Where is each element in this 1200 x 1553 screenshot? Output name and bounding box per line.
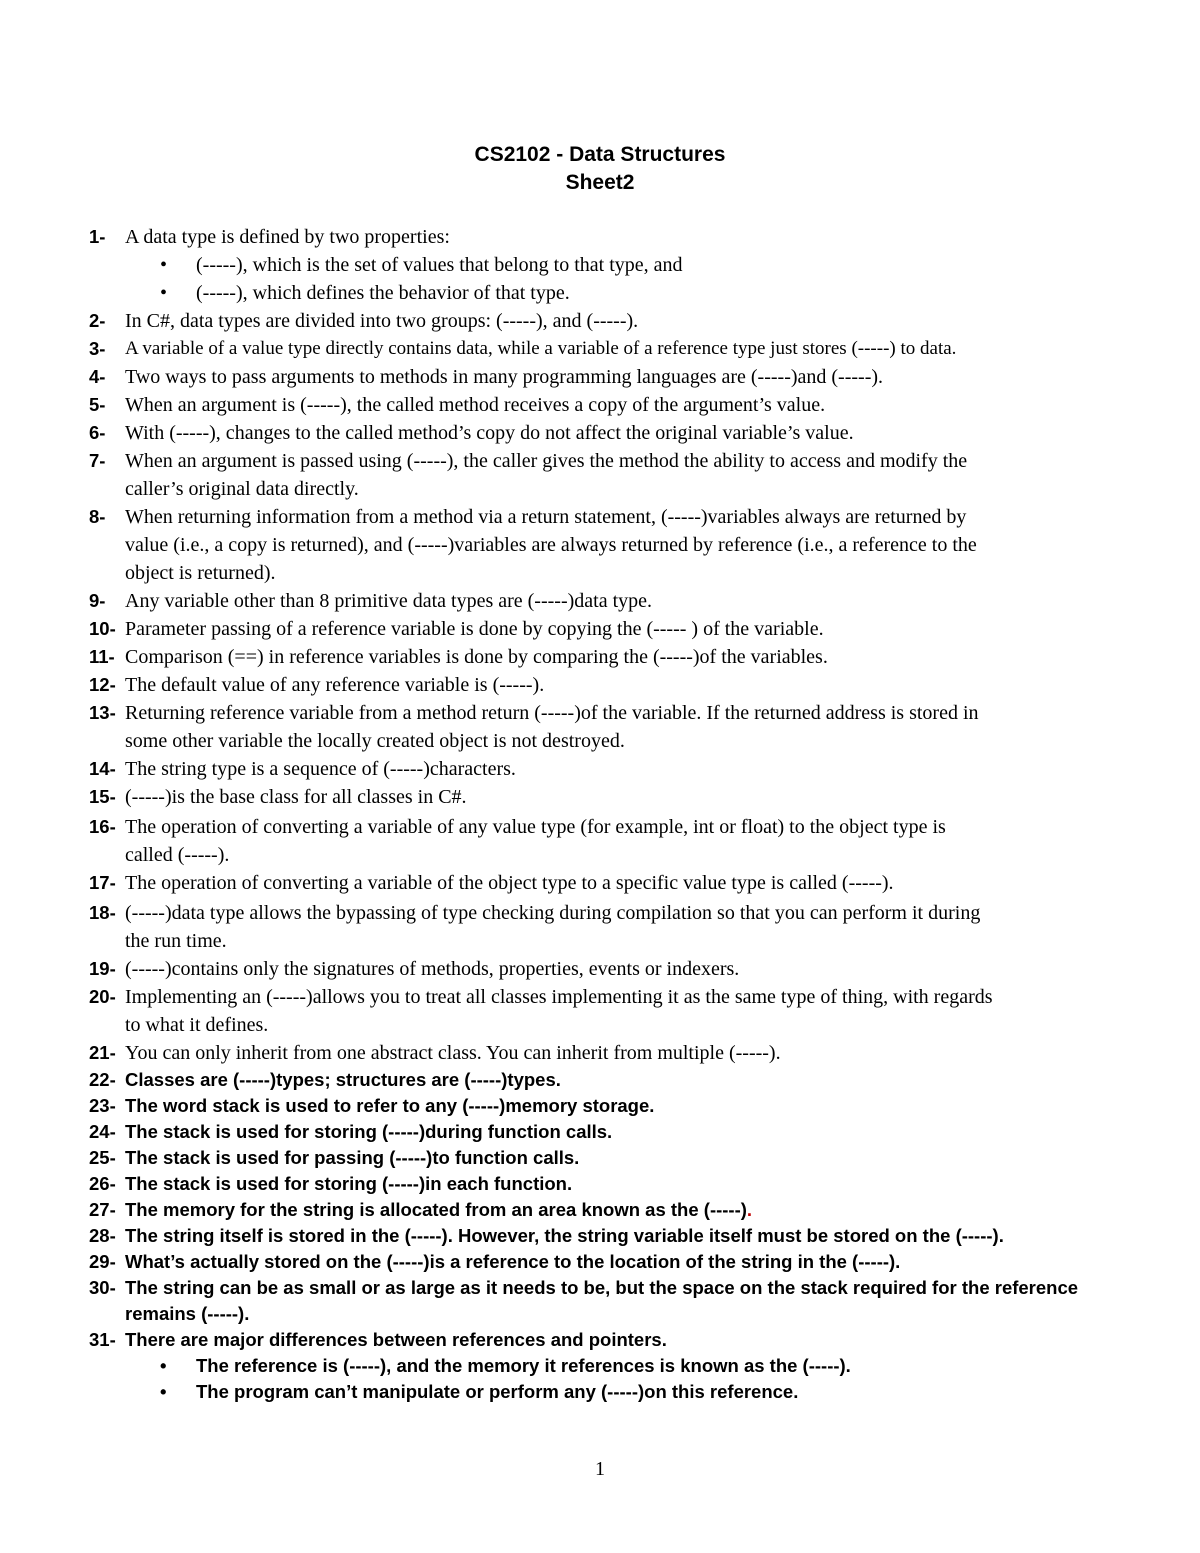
bullet-icon: • [160, 282, 168, 304]
question-text: value (i.e., a copy is returned), and (-----)variables are always returned by reference (i.e., a reference to the [125, 534, 977, 556]
question-number: 2- [89, 310, 106, 331]
bullet-icon: • [160, 1381, 167, 1402]
question-text: Two ways to pass arguments to methods in many programming languages are (-----)and (-----). [125, 366, 884, 388]
bullet-icon: • [160, 1355, 167, 1376]
question-text: The default value of any reference variable is (-----). [125, 674, 545, 696]
question-text: (-----)contains only the signatures of methods, properties, events or indexers. [125, 958, 740, 980]
question-number: 18- [89, 902, 116, 923]
question-text: In C#, data types are divided into two groups: (-----), and (-----). [125, 310, 639, 332]
question-number: 15- [89, 786, 116, 807]
question-number: 11- [89, 646, 115, 667]
question-number: 16- [89, 816, 116, 837]
question-text: (-----)data type allows the bypassing of type checking during compilation so that you can perform it during [125, 902, 981, 924]
question-text: some other variable the locally created object is not destroyed. [125, 730, 625, 752]
question-text: A data type is defined by two properties: [125, 226, 450, 248]
question-number: 28- [89, 1225, 116, 1246]
question-number: 27- [89, 1199, 116, 1220]
question-number: 17- [89, 872, 116, 893]
bullet-text: The reference is (-----), and the memory it references is known as the (-----). [196, 1355, 851, 1376]
question-text: Classes are (-----)types; structures are (-----)types. [125, 1069, 561, 1090]
sheet-title: Sheet2 [565, 171, 635, 194]
question-text: The word stack is used to refer to any (-----)memory storage. [125, 1095, 655, 1116]
question-number: 5- [89, 394, 106, 415]
question-text: When an argument is (-----), the called method receives a copy of the argument’s value. [125, 394, 826, 416]
question-number: 6- [89, 422, 106, 443]
question-text: object is returned). [125, 562, 276, 584]
question-text: the run time. [125, 930, 227, 952]
bullet-text: The program can’t manipulate or perform any (-----)on this reference. [196, 1381, 799, 1402]
question-number: 20- [89, 986, 116, 1007]
bullet-text: (-----), which defines the behavior of that type. [196, 282, 570, 304]
question-text: Parameter passing of a reference variable is done by copying the (----- ) of the variable. [125, 618, 824, 640]
question-text: (-----)is the base class for all classes in C#. [125, 786, 467, 808]
question-text: The string can be as small or as large as it needs to be, but the space on the stack required for the reference [125, 1277, 1079, 1298]
page-number: 1 [595, 1458, 605, 1480]
question-number: 3- [89, 338, 106, 359]
question-number: 31- [89, 1329, 116, 1350]
question-number: 21- [89, 1042, 116, 1063]
red-period: . [746, 1199, 753, 1220]
question-number: 10- [89, 618, 116, 639]
question-number: 26- [89, 1173, 116, 1194]
question-text: You can only inherit from one abstract class. You can inherit from multiple (-----). [125, 1042, 781, 1064]
question-text: When returning information from a method via a return statement, (-----)variables always are returned by [125, 506, 967, 528]
question-text: There are major differences between references and pointers. [125, 1329, 667, 1350]
question-text: Implementing an (-----)allows you to treat all classes implementing it as the same type of thing, with regards [125, 986, 993, 1008]
question-text: The stack is used for storing (-----)during function calls. [125, 1121, 613, 1142]
question-text: Comparison (==) in reference variables is done by comparing the (-----)of the variables. [125, 646, 828, 668]
question-number: 13- [89, 702, 116, 723]
course-title: CS2102 - Data Structures [474, 143, 726, 166]
question-text: called (-----). [125, 844, 230, 866]
question-number: 14- [89, 758, 116, 779]
question-text-wrap [125, 1196, 752, 1224]
question-text: remains (-----). [125, 1303, 250, 1324]
question-text: The operation of converting a variable of the object type to a specific value type is called (-----). [125, 872, 894, 894]
question-text: With (-----), changes to the called method’s copy do not affect the original variable’s value. [125, 422, 854, 444]
question-text: A variable of a value type directly contains data, while a variable of a reference type just stores (-----) to data. [125, 338, 957, 359]
question-number: 8- [89, 506, 106, 527]
question-number: 4- [89, 366, 106, 387]
question-number: 19- [89, 958, 116, 979]
question-text: The memory for the string is allocated from an area known as the (-----) [125, 1199, 747, 1220]
question-text: caller’s original data directly. [125, 478, 359, 500]
question-text: When an argument is passed using (-----), the caller gives the method the ability to access and modify the [125, 450, 968, 472]
question-text: What’s actually stored on the (-----)is a reference to the location of the string in the (-----). [125, 1251, 901, 1272]
question-number: 12- [89, 674, 116, 695]
question-text: The string type is a sequence of (-----)characters. [125, 758, 516, 780]
question-number: 29- [89, 1251, 116, 1272]
question-text: Any variable other than 8 primitive data types are (-----)data type. [125, 590, 653, 612]
question-number: 23- [89, 1095, 116, 1116]
question-number: 22- [89, 1069, 116, 1090]
question-text: The stack is used for passing (-----)to function calls. [125, 1147, 580, 1168]
bullet-icon: • [160, 254, 168, 276]
bullet-text: (-----), which is the set of values that belong to that type, and [196, 254, 683, 276]
question-text: The string itself is stored in the (-----). However, the string variable itself must be stored on the (-----). [125, 1225, 1004, 1246]
question-number: 1- [89, 226, 106, 247]
question-number: 30- [89, 1277, 116, 1298]
question-text: The stack is used for storing (-----)in each function. [125, 1173, 573, 1194]
question-text: Returning reference variable from a method return (-----)of the variable. If the returned address is stored in [125, 702, 979, 724]
question-number: 9- [89, 590, 106, 611]
question-number: 7- [89, 450, 106, 471]
question-text: to what it defines. [125, 1014, 269, 1036]
question-text: The operation of converting a variable of any value type (for example, int or float) to the object type is [125, 816, 946, 838]
question-number: 24- [89, 1121, 116, 1142]
question-number: 25- [89, 1147, 116, 1168]
